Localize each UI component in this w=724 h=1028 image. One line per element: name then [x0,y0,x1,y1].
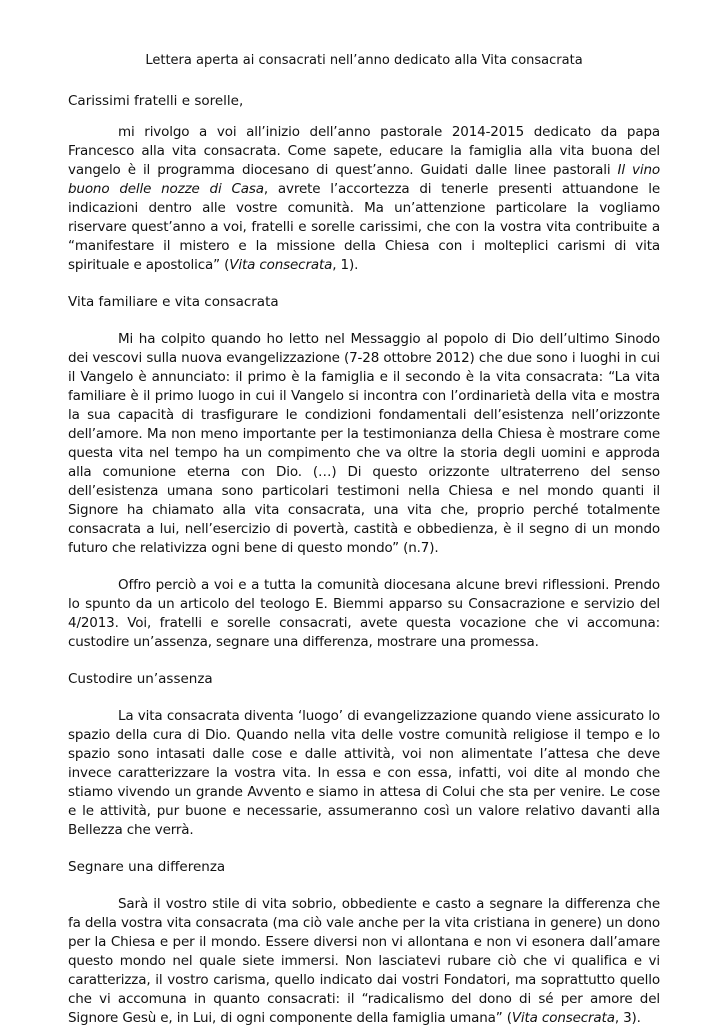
paragraph-intro [68,123,660,275]
paragraph-intro-part-e: , 1). [332,257,359,273]
paragraph-riflessioni: Offro perciò a voi e a tutta la comunità diocesana alcune brevi riflessioni. Prendo lo spunto da un articolo del teologo E. Biemmi apparso su Consacrazione e servizio del 4/2013. Voi, fratelli e sorelle consacrati, avete questa vocazione che vi accomuna: custodire un’assenza, segnare una differenza, mostrare una promessa. [68,577,660,650]
paragraph-intro-italic-citation: Vita consecrata [229,257,333,273]
paragraph-segnare [68,895,660,1028]
paragraph-intro-part-c: , avrete l’accortezza di tenerle presenti attuandone le indicazioni dentro alle vostre comunità. Ma un’attenzione particolare la vogliamo riservare quest’anno a voi, fratelli e sorelle carissimi, che con la vostra vita contribuite a “manifestare il mistero e la missione della Chiesa con i molteplici carismi di vita spirituale e apostolica” ( [68,181,660,273]
paragraph-segnare-part-c: , 3). [614,1010,641,1026]
section-heading-custodire: Custodire un’assenza [68,671,213,687]
paragraph-sinodo: Mi ha colpito quando ho letto nel Messaggio al popolo di Dio dell’ultimo Sinodo dei vescovi sulla nuova evangelizzazione (7-28 ottobre 2012) che due sono i luoghi in cui il Vangelo è annunciato: il primo è la famiglia e il secondo è la vita consacrata: “La vita familiare è il primo luogo in cui il Vangelo si incontra con l’ordinarietà della vita e mostra la sua capacità di trasfigurare le condizioni fondamentali dell’esistenza nell’orizzonte dell’amore. Ma non meno importante per la testimonianza della Chiesa è mostrare come questa vita nel tempo ha un compimento che va oltre la storia degli uomini e approda alla comunione eterna con Dio. (…) Di questo orizzonte ultraterreno del senso dell’esistenza umana sono particolari testimoni nella Chiesa e nel mondo quanti il Signore ha chiamato alla vita consacrata, una vita che, proprio perché totalmente consacrata a lui, nell’esercizio di povertà, castità e obbedienza, è il segno di un mondo futuro che relativizza ogni bene di questo mondo” (n.7). [68,331,660,556]
paragraph-intro-part-a: mi rivolgo a voi all’inizio dell’anno pastorale 2014-2015 dedicato da papa Francesco alla vita consacrata. Come sapete, educare la famiglia alla vita buona del vangelo è il programma diocesano di quest’anno. Guidati dalle linee pastorali [68,124,660,178]
paragraph-segnare-italic-citation: Vita consecrata [511,1010,615,1026]
section-heading-vita-familiare: Vita familiare e vita consacrata [68,294,279,310]
paragraph-intro-italic-title: Il vino buono delle nozze di Casa [68,162,660,197]
paragraph-custodire: La vita consacrata diventa ‘luogo’ di evangelizzazione quando viene assicurato lo spazio della cura di Dio. Quando nella vita delle vostre comunità religiose il tempo e lo spazio sono intasati dalle cose e dalle attività, voi non alimentate l’attesa che deve invece caratterizzare la vostra vita. In essa e con essa, infatti, voi dite al mondo che stiamo vivendo un grande Avvento e siamo in attesa di Colui che sta per venire. Le cose e le attività, pur buone e necessarie, assumeranno così un valore relativo davanti alla Bellezza che verrà. [68,708,660,838]
salutation: Carissimi fratelli e sorelle, [68,93,244,109]
paragraph-segnare-part-a: Sarà il vostro stile di vita sobrio, obbediente e casto a segnare la differenza che fa della vostra vita consacrata (ma ciò vale anche per la vita cristiana in genere) un dono per la Chiesa e per il mondo. Essere diversi non vi allontana e non vi esonera dall’amare questo mondo nel quale siete immersi. Non lasciatevi rubare ciò che vi qualifica e vi caratterizza, il vostro carisma, quello indicato dai vostri Fondatori, ma soprattutto quello che vi accomuna in quanto consacrati: il “radicalismo del dono di sé per amore del Signore Gesù e, in Lui, di ogni componente della famiglia umana” ( [68,896,660,1026]
section-heading-segnare: Segnare una differenza [68,859,226,875]
document-title: Lettera aperta ai consacrati nell’anno dedicato alla Vita consacrata [145,53,583,68]
